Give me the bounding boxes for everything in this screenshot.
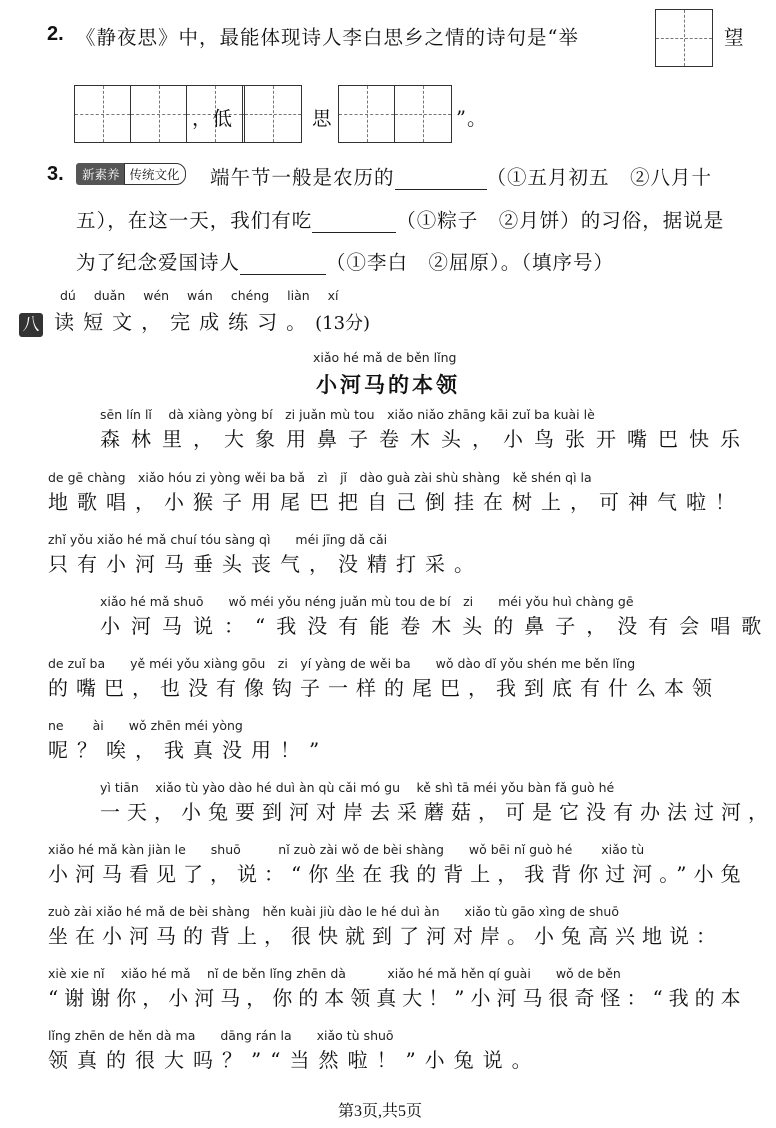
answer-grid-4[interactable] [338,85,452,143]
q2-text: 《静夜思》中，最能体现诗人李白思乡之情的诗句是“举 [76,26,579,49]
section-number: 八 [19,313,43,337]
story-line-text: 领真的很大吗？”“当然啦！”小兔说。 [48,1048,541,1072]
q3-line2-options: （①粽子 ②月饼）的习俗，据说是 [396,209,725,232]
story-title-pinyin: xiǎo hé mǎ de běn lǐng [313,350,457,365]
q3-line1 [210,162,712,190]
blank-2[interactable] [312,212,396,233]
story-line-text: “谢谢你，小河马，你的本领真大！”小河马很奇怪：“我的本 [48,986,747,1010]
q3-line3-text: 为了纪念爱国诗人 [76,251,241,274]
q2-sep1: ，低 [192,107,234,130]
q3-line2 [76,205,724,233]
traditional-culture-badge: 传统文化 [124,163,186,185]
story-line-pinyin: xiǎo hé mǎ shuō wǒ méi yǒu néng juǎn mù tou de bí zi méi yǒu huì chàng gē [100,594,634,609]
story-line-text: 一天，小兔要到河对岸去采蘑菇，可是它没有办法过河， [100,800,775,824]
section8-pinyin: dú duǎn wén wán chéng liàn xí [60,288,339,303]
answer-grid-3[interactable] [244,85,302,143]
story-line-pinyin: de zuǐ ba yě méi yǒu xiàng gōu zi yí yàng de wěi ba wǒ dào dǐ yǒu shén me běn lǐng [48,656,636,671]
story-line-text: 森林里，大象用鼻子卷木头，小鸟张开嘴巴快乐 [100,427,751,451]
answer-grid-1[interactable] [655,9,713,67]
q2-end: ”。 [456,107,488,130]
story-line-text: 的嘴巴，也没有像钩子一样的尾巴，我到底有什么本领 [48,676,720,700]
section8-heading [19,306,370,337]
story-line-text: 小河马说：“我没有能卷木头的鼻子，没有会唱歌 [100,614,773,638]
story-line-text: 地歌唱，小猴子用尾巴把自己倒挂在树上，可神气啦！ [48,490,744,514]
q3-line1-text: 端午节一般是农历的 [210,166,395,189]
story-line-pinyin: zuò zài xiǎo hé mǎ de bèi shàng hěn kuài jiù dào le hé duì àn xiǎo tù gāo xìng de shuō [48,904,619,919]
blank-1[interactable] [395,169,487,190]
story-line-pinyin: zhǐ yǒu xiǎo hé mǎ chuí tóu sàng qì méi jīng dǎ cǎi [48,532,388,547]
q3-line3-options: （①李白 ②屈原）。（填序号） [326,251,615,274]
story-line-pinyin: yì tiān xiǎo tù yào dào hé duì àn qù cǎi mó gu kě shì tā méi yǒu bàn fǎ guò hé [100,780,615,795]
story-line-pinyin: xiǎo hé mǎ kàn jiàn le shuō nǐ zuò zài wǒ de bèi shàng wǒ bēi nǐ guò hé xiǎo tù [48,842,645,857]
story-line-pinyin: sēn lín lǐ dà xiàng yòng bí zi juǎn mù tou xiǎo niǎo zhāng kāi zuǐ ba kuài lè [100,407,595,422]
new-literacy-badge: 新素养 [76,163,126,185]
q3-number: 3. [47,163,64,185]
q2-number: 2. [47,23,64,45]
story-title: 小河马的本领 [316,372,460,397]
story-line-pinyin: lǐng zhēn de hěn dà ma dāng rán la xiǎo tù shuō [48,1028,394,1043]
q3-line3 [76,247,614,275]
page-footer: 第3页,共5页 [338,1103,423,1120]
story-line-text: 小河马看见了，说：“你坐在我的背上，我背你过河。”小兔 [48,862,748,886]
story-line-text: 只有小河马垂头丧气，没精打采。 [48,552,483,576]
section8-title: 读短文，完成练习。 [54,310,316,334]
q2-text-b: 望 [724,26,745,49]
story-line-pinyin: xiè xie nǐ xiǎo hé mǎ nǐ de běn lǐng zhēn dà xiǎo hé mǎ hěn qí guài wǒ de běn [48,966,621,981]
story-line-text: 坐在小河马的背上，很快就到了河对岸。小兔高兴地说： [48,924,723,948]
q3-tag [76,163,186,185]
story-line-text: 呢？唉，我真没用！” [48,738,329,762]
blank-3[interactable] [240,254,326,275]
q3-line1-options: （①五月初五 ②八月十 [486,166,713,189]
story-line-pinyin: de gē chàng xiǎo hóu zi yòng wěi ba bǎ zì jǐ dào guà zài shù shàng kě shén qì la [48,470,592,485]
section8-score: (13分) [315,313,371,334]
q3-line2-text: 五），在这一天，我们有吃 [76,209,313,232]
q2-sep2: 思 [312,107,333,130]
story-line-pinyin: ne ài wǒ zhēn méi yòng [48,718,243,733]
